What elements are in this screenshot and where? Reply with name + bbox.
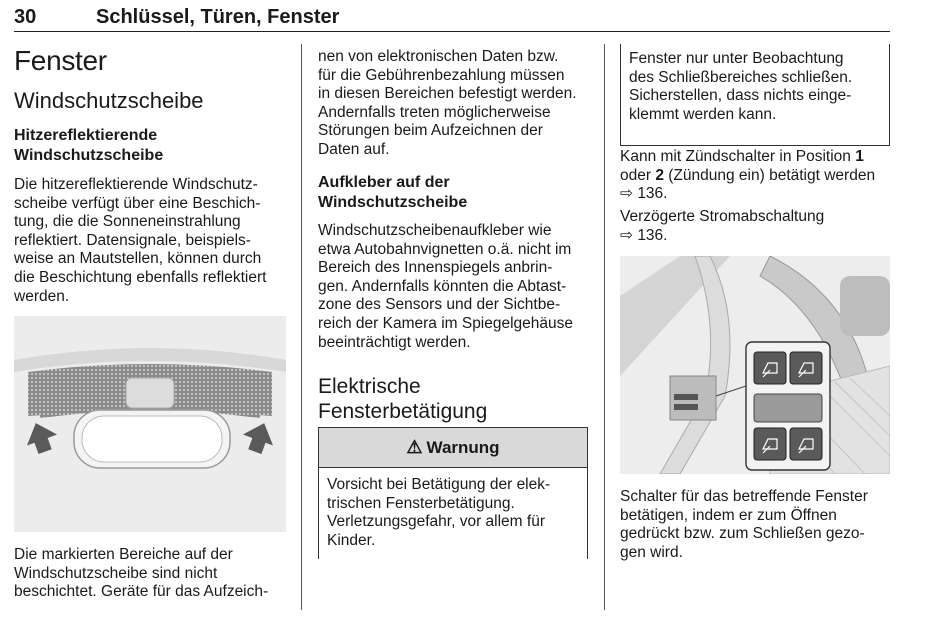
paragraph-coating: Die hitzereflektierende Windschutz- scheibe verfügt über eine Beschich- tung, die die Sonneneinstrahlung reflektiert. Datensignale, beispiels- weise an Mautstellen, können durch die Beschichtung ebenfalls reflektiert werden.	[14, 176, 267, 305]
heading-windschutzscheibe: Windschutzscheibe	[14, 88, 204, 113]
paragraph-ignition	[620, 148, 905, 204]
warning-continuation-box	[620, 44, 890, 146]
page-reference-1[interactable]: 136.	[637, 185, 668, 203]
paragraph-marked-areas: Die markierten Bereiche auf der Windschutzscheibe sind nicht beschichtet. Geräte für das Aufzeich-	[14, 546, 269, 601]
window-switch-figure	[620, 256, 890, 474]
windshield-figure	[14, 316, 286, 532]
warning-header	[319, 428, 587, 468]
warning-continuation-text: Fenster nur unter Beobachtung des Schließbereiches schließen. Sicherstellen, dass nichts einge- klemmt werden kann.	[629, 50, 853, 123]
ignition-text-b: oder	[620, 166, 652, 184]
warning-title: Warnung	[426, 437, 500, 457]
page-reference-icon: ⇨	[620, 185, 633, 203]
page-reference-2[interactable]: 136.	[637, 226, 668, 244]
column-divider-1	[301, 44, 302, 610]
heading-elektrische-fensterbetaetigung: Elektrische Fensterbetätigung	[318, 375, 488, 423]
heading-hitzereflektierende: Hitzereflektierende Windschutzscheibe	[14, 127, 164, 164]
warning-triangle-icon: ⚠	[406, 437, 423, 457]
windshield-illustration	[14, 316, 286, 532]
heading-aufkleber: Aufkleber auf der Windschutzscheibe	[318, 174, 468, 211]
heading-fenster: Fenster	[14, 45, 107, 76]
ignition-text-a: Kann mit Zündschalter in Position	[620, 148, 856, 165]
page-number: 30	[14, 6, 37, 28]
position-1: 1	[855, 148, 864, 165]
page-reference-icon: ⇨	[620, 226, 633, 244]
column-divider-2	[604, 44, 605, 610]
paragraph-devices: nen von elektronischen Daten bzw. für die Gebührenbezahlung müssen in diesen Bereichen befestigt werden. Andernfalls treten möglicherweise Störungen beim Aufzeichnen der Daten auf.	[318, 48, 577, 158]
chapter-title: Schlüssel, Türen, Fenster	[96, 6, 340, 28]
warning-box	[318, 427, 588, 559]
header-rule	[14, 31, 890, 32]
delayed-power-text: Verzögerte Stromabschaltung	[620, 208, 825, 225]
ignition-text-c: (Zündung ein) betätigt werden	[663, 166, 876, 184]
paragraph-delayed-power	[620, 208, 905, 245]
position-2: 2	[655, 166, 664, 184]
paragraph-switch-operation: Schalter für das betreffende Fenster betätigen, indem er zum Öffnen gedrückt bzw. zum Schließen gezo- gen wird.	[620, 488, 868, 561]
paragraph-stickers: Windschutzscheibenaufkleber wie etwa Autobahnvignetten o.ä. nicht im Bereich des Innenspiegels anbrin- gen. Andernfalls könnten die Abtast- zone des Sensors und der Sichtbe- reich der Kamera im Spiegelgehäuse beeinträchtigt werden.	[318, 222, 574, 351]
window-switch-illustration	[620, 256, 890, 474]
warning-text: Vorsicht bei Betätigung der elek- trischen Fensterbetätigung. Verletzungsgefahr, vor allem für Kinder.	[327, 476, 551, 549]
